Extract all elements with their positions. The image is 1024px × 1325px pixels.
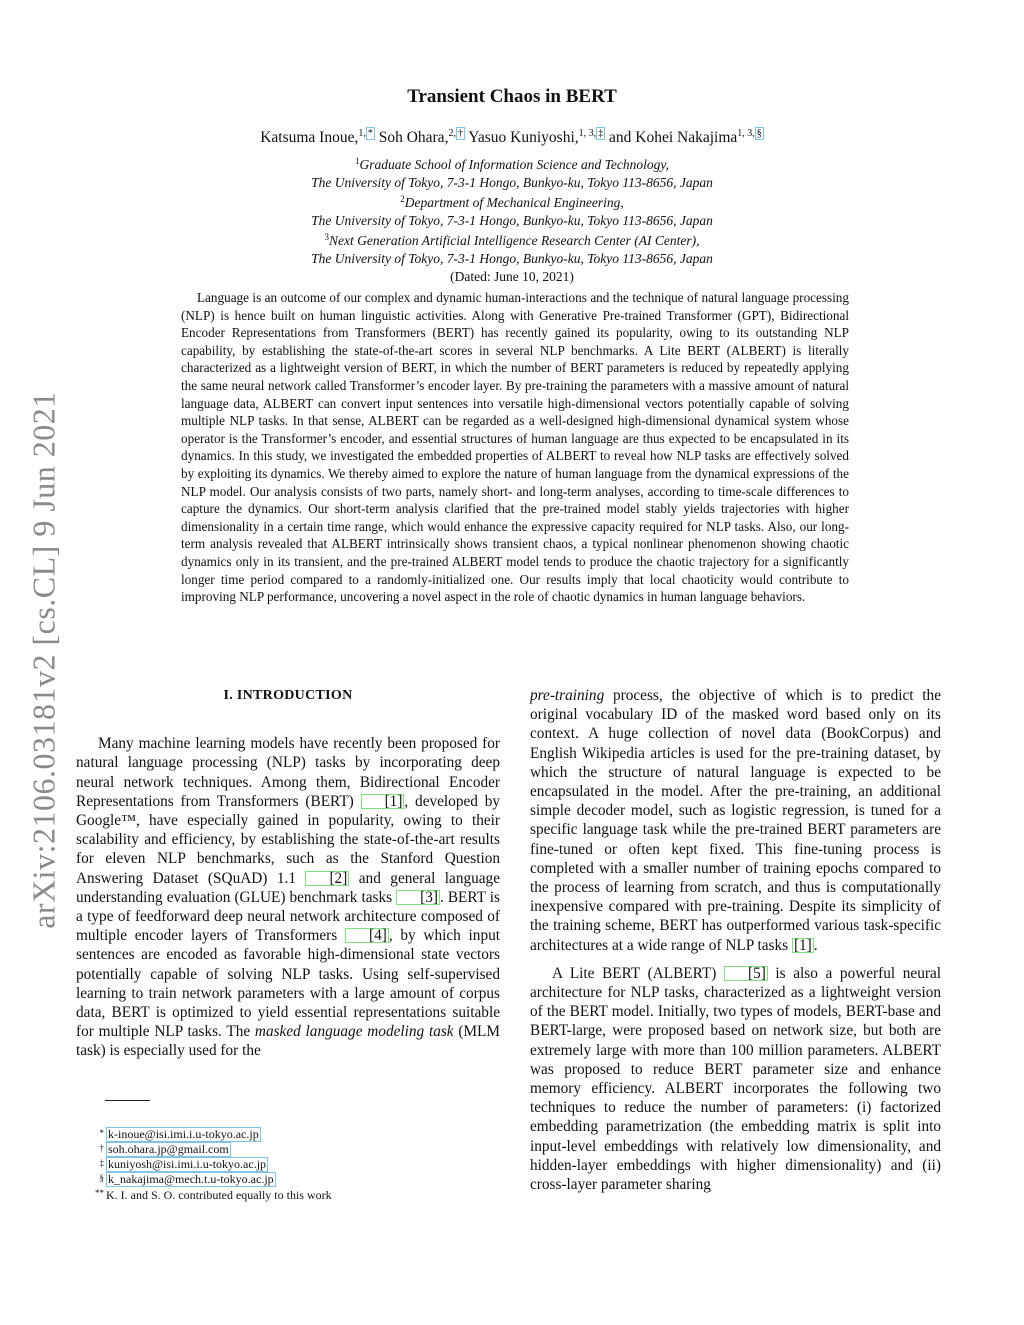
intro-paragraph-1-continued: pre-training process, the objective of which is to predict the original vocabulary ID of the masked word based only on its context. A huge collection of novel data (BookCorpus) and English Wikipedia articles is used for the pre-training dataset, by which the structure of natural language is expected to be encapsulated in the model. After the pre-training, an additional simple decoder model, such as logistic regression, is tuned for a specific language task while the pre-trained BERT parameters are fine-tuned or often kept fixed. This fine-tuning process is completed with a smaller number of training epochs compared to the process of learning from scratch, and thus is computationally inexpensive compared with pre-training. Despite its simplicity of the training scheme, BERT has outperformed various task-specific architectures at a wide range of NLP tasks [1] . <box>530 687 941 954</box>
author-inoue-affil: 1, <box>358 128 366 139</box>
citation-link[interactable]: [5] <box>724 966 768 981</box>
footnote: † soh.ohara.jp@gmail.com <box>99 1142 229 1156</box>
paper-title: Transient Chaos in BERT <box>407 86 617 107</box>
intro-paragraph-1: Many machine learning models have recently been proposed for natural language processing (NLP) tasks by incorporating deep neural network techniques. Among them, Bidirectional Encoder Representations from Transformers (BERT) [1] , developed by Google™, have especially gained in popularity, owing to their scalability and efficiency, by establishing the state-of-the-art results for eleven NLP benchmarks, such as the Stanford Question Answering Dataset (SQuAD) 1.1 [2] and general language understanding evaluation (GLUE) benchmark tasks [3] . BERT is a type of feedforward deep neural network architecture composed of multiple encoder layers of Transformers [4] , by which input sentences are encoded as favorable high-dimensional state vectors potentially capable of solving NLP tasks. Using self-supervised learning to train network parameters with a large amount of corpus data, BERT is optimized to yield essential representations suitable for multiple NLP tasks. The masked language modeling task (MLM task) is especially used for the <box>76 735 500 1060</box>
author-list <box>0 127 1024 147</box>
author-ohara: Soh Ohara, <box>374 129 449 146</box>
author-ohara-footnote-link[interactable]: † <box>457 128 463 139</box>
left-column <box>76 686 500 1061</box>
section-heading-introduction: I. INTRODUCTION <box>223 688 353 703</box>
affiliation-line: The University of Tokyo, 7-3-1 Hongo, Bunkyo-ku, Tokyo 113-8656, Japan <box>311 250 713 266</box>
citation-link[interactable]: [4] <box>345 928 389 943</box>
arxiv-identifier-text[interactable]: arXiv:2106.03181v2 [cs.CL] 9 Jun 2021 <box>25 391 62 929</box>
affiliation-line: $^1$Graduate School of Information Science and Technology, <box>354 156 670 172</box>
abstract: Language is an outcome of our complex and dynamic human-interactions and the technique of natural language processing (NLP) is hence built on human linguistic activities. Along with Generative Pre-trained Transformer (GPT), Bidirectional Encoder Representations from Transformers (BERT) has recently gained its popularity, owing to its outstanding NLP capability, by establishing the state-of-the-art scores in several NLP benchmarks. A Lite BERT (ALBERT) is literally characterized as a lightweight version of BERT, in which the number of BERT parameters is reduced by repeatedly applying the same neural network called Transformer’s encoder layer. By pre-training the parameters with a massive amount of natural language data, ALBERT can convert input sentences into versatile high-dimensional vectors potentially capable of solving multiple NLP tasks. In that sense, ALBERT can be regarded as a well-designed high-dimensional dynamical system whose operator is the Transformer’s encoder, and essential structures of human language are thus expected to be encapsulated in its dynamics. In this study, we investigated the embedded properties of ALBERT to reveal how NLP tasks are effectively solved by exploiting its dynamics. We thereby aimed to explore the nature of human language from the dynamical expressions of the NLP model. Our analysis consists of two parts, namely short- and long-term analyses, according to time-scale differences to capture the dynamics. Our short-term analysis clarified that the pre-trained model stably yields trajectories with higher dimensionality in a certain time range, which would enhance the expressive capacity required for NLP tasks. Also, our long-term analysis revealed that ALBERT intrinsically shows transient chaos, a typical nonlinear phenomenon showing chaotic dynamics only in its transient, and the pre-trained ALBERT model tends to produce the chaotic trajectory for a significantly longer time period compared to a randomly-initialized one. Our results imply that local chaoticity would contribute to improving NLP performance, uncovering a novel aspect in the role of chaotic dynamics in human language behaviors. <box>181 290 849 605</box>
footnote-email-link[interactable]: k-inoue@isi.imi.i.u-tokyo.ac.jp <box>108 1127 259 1141</box>
author-nakajima-affil: 1, 3, <box>737 128 755 139</box>
footnote: ‡ kuniyosh@isi.imi.i.u-tokyo.ac.jp <box>99 1157 267 1171</box>
footnote: * k-inoue@isi.imi.i.u-tokyo.ac.jp <box>99 1127 259 1141</box>
affiliation-line: $^3$Next Generation Artificial Intelligence Research Center (AI Center), <box>324 232 700 249</box>
author-nakajima: and Kohei Nakajima <box>605 129 738 146</box>
footnote: ** K. I. and S. O. contributed equally to this work <box>95 1188 332 1202</box>
affiliation-line: The University of Tokyo, 7-3-1 Hongo, Bunkyo-ku, Tokyo 113-8656, Japan <box>311 174 713 190</box>
footnotes <box>84 1127 332 1203</box>
author-kuniyoshi-footnote-link[interactable]: ‡ <box>598 128 604 139</box>
affiliations <box>0 153 1024 285</box>
footnote: § k_nakajima@mech.t.u-tokyo.ac.jp <box>99 1172 274 1186</box>
author-ohara-affil: 2, <box>448 128 456 139</box>
citation-link[interactable]: [3] <box>396 890 440 905</box>
right-column <box>530 686 941 1194</box>
intro-paragraph-2: A Lite BERT (ALBERT) [5] is also a powerful neural architecture for NLP tasks, characterized as a lightweight version of the BERT model. Initially, two types of models, BERT-base and BERT-large, were proposed based on network size, but both are extremely large with more than 100 million parameters. ALBERT was proposed to reduce BERT parameter size and enhance memory efficiency. ALBERT incorporates the following two techniques to reduce the number of parameters: (i) factorized embedding parametrization (the embedding matrix is split into input-level embeddings with relatively low dimensionality, and hidden-layer embeddings with higher dimensionality) and (ii) cross-layer parameter sharing <box>530 964 941 1194</box>
author-kuniyoshi: Yasuo Kuniyoshi, <box>464 129 579 146</box>
affiliation-line: $^2$Department of Mechanical Engineering, <box>400 194 624 211</box>
citation-link[interactable]: [2] <box>305 871 349 886</box>
author-nakajima-footnote-link[interactable]: § <box>756 128 762 139</box>
date-line: (Dated: June 10, 2021) <box>450 268 574 284</box>
footnote-rule <box>105 1100 150 1101</box>
footnote-email-link[interactable]: kuniyosh@isi.imi.i.u-tokyo.ac.jp <box>108 1157 267 1171</box>
author-kuniyoshi-affil: 1, 3, <box>578 128 597 139</box>
citation-link[interactable]: [1] <box>793 936 812 954</box>
author-inoue: Katsuma Inoue, <box>260 129 359 146</box>
author-inoue-footnote-link[interactable]: * <box>367 128 373 139</box>
footnote-email-link[interactable]: k_nakajima@mech.t.u-tokyo.ac.jp <box>108 1172 274 1186</box>
footnote-text: K. I. and S. O. contributed equally to this work <box>106 1188 332 1202</box>
affiliation-line: The University of Tokyo, 7-3-1 Hongo, Bunkyo-ku, Tokyo 113-8656, Japan <box>311 212 713 228</box>
footnote-email-link[interactable]: soh.ohara.jp@gmail.com <box>108 1142 229 1156</box>
citation-link[interactable]: [1] <box>361 794 405 809</box>
